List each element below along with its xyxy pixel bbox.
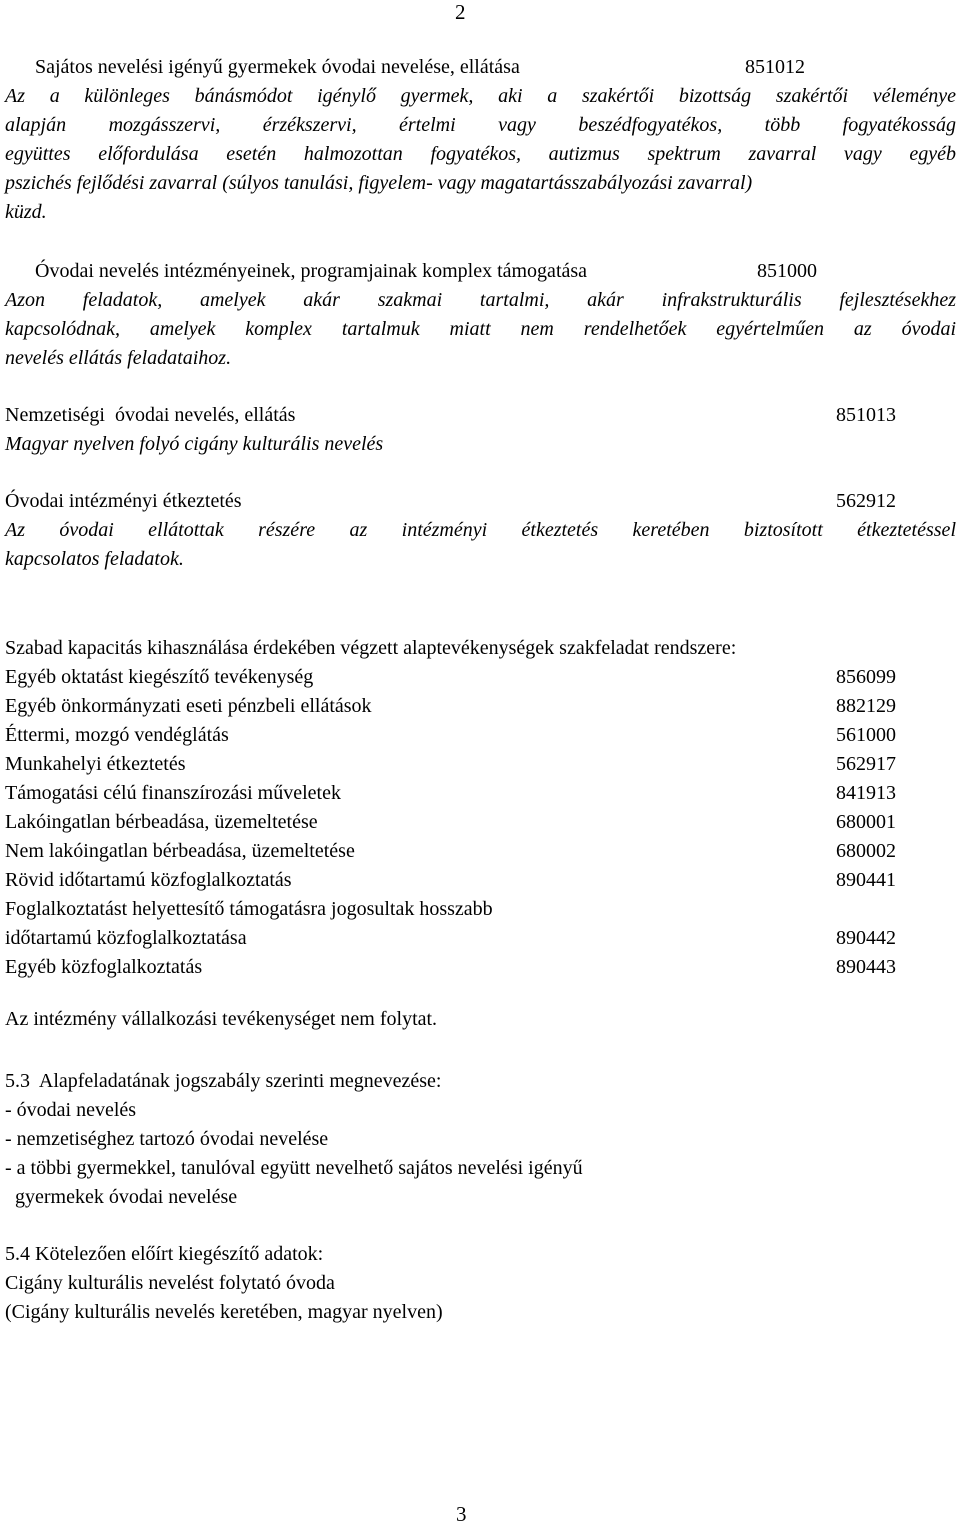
list-item: Nem lakóingatlan bérbeadása, üzemeltetése 680002	[5, 840, 896, 862]
section-sajatos	[5, 53, 956, 227]
list-item: - nemzetiséghez tartozó óvodai nevelése	[5, 1128, 329, 1150]
section-5-4	[5, 1240, 956, 1327]
desc-line: kapcsolatos feladatok.	[5, 548, 184, 570]
list-item: Éttermi, mozgó vendéglátás 561000	[5, 724, 896, 746]
list-item: Egyéb önkormányzati eseti pénzbeli ellátások 882129	[5, 695, 896, 717]
page-number-bottom: 3	[456, 1502, 467, 1526]
list-item: gyermekek óvodai nevelése	[5, 1186, 238, 1208]
section-code: 851012	[745, 56, 805, 78]
list-item: Egyéb oktatást kiegészítő tevékenység 856099	[5, 666, 896, 688]
section-5-3	[5, 1067, 956, 1212]
desc-line: alapján mozgásszervi, érzékszervi, értelmi vagy beszédfogyatékos, több fogyatékosság	[5, 114, 956, 136]
section-title-row	[5, 53, 956, 82]
list-item: Cigány kulturális nevelést folytató óvoda	[5, 1272, 335, 1294]
section-title: Óvodai nevelés intézményeinek, programjainak komplex támogatása	[35, 260, 588, 282]
section-code: 562912	[836, 490, 896, 512]
section-title-row	[5, 257, 956, 286]
section-code: 851013	[836, 404, 896, 426]
desc-line: küzd.	[5, 201, 47, 223]
desc-line: nevelés ellátás feladataihoz.	[5, 347, 232, 369]
list-item: Rövid időtartamú közfoglalkoztatás 890441	[5, 869, 896, 891]
list-item: időtartamú közfoglalkoztatása 890442	[5, 927, 896, 949]
szabad-kapacitas-section	[5, 634, 956, 1034]
desc-line: együttes előfordulása esetén halmozottan fogyatékos, autizmus spektrum zavarral vagy egyéb	[5, 143, 956, 165]
page-number-top: 2	[455, 0, 466, 24]
section-title: Sajátos nevelési igényű gyermekek óvodai nevelése, ellátása	[35, 56, 520, 78]
desc-line: Az óvodai ellátottak részére az intézményi étkeztetés keretében biztosított étkeztetéssel	[5, 519, 956, 541]
vallalkozasi-note: Az intézmény vállalkozási tevékenységet nem folytat.	[5, 1008, 438, 1030]
list-item: Támogatási célú finanszírozási műveletek 841913	[5, 782, 896, 804]
desc-line: kapcsolódnak, amelyek komplex tartalmuk miatt nem rendelhetőek egyértelműen az óvodai	[5, 318, 956, 340]
desc-line: pszichés fejlődési zavarral (súlyos tanulási, figyelem- vagy magatartásszabályozási zavarral)	[5, 172, 753, 194]
section-komplex	[5, 257, 956, 373]
list-item: Egyéb közfoglalkoztatás 890443	[5, 956, 896, 978]
list-item: Lakóingatlan bérbeadása, üzemeltetése 680001	[5, 811, 896, 833]
section-title-row	[5, 401, 956, 430]
section-etkeztetes	[5, 487, 956, 574]
list-item: - óvodai nevelés	[5, 1099, 137, 1121]
section-title: Nemzetiségi óvodai nevelés, ellátás	[5, 404, 296, 426]
section-nemzetisegi	[5, 401, 956, 459]
list-item: - a többi gyermekkel, tanulóval együtt nevelhető sajátos nevelési igényű	[5, 1157, 583, 1179]
szabad-heading: Szabad kapacitás kihasználása érdekében végzett alaptevékenységek szakfeladat rendszere:	[5, 637, 737, 659]
list-item: Munkahelyi étkeztetés 562917	[5, 753, 896, 775]
desc-line: Az a különleges bánásmódot igénylő gyermek, aki a szakértői bizottság szakértői véleménye	[5, 85, 956, 107]
section-code: 851000	[757, 260, 817, 282]
section-title: Óvodai intézményi étkeztetés	[5, 490, 242, 512]
section-title-row	[5, 487, 956, 516]
section-5-3-heading: 5.3 Alapfeladatának jogszabály szerinti megnevezése:	[5, 1070, 442, 1092]
list-item: (Cigány kulturális nevelés keretében, magyar nyelven)	[5, 1301, 443, 1323]
desc-line: Magyar nyelven folyó cigány kulturális nevelés	[5, 433, 384, 455]
desc-line: Azon feladatok, amelyek akár szakmai tartalmi, akár infrakstrukturális fejlesztésekhez	[5, 289, 956, 311]
section-5-4-heading: 5.4 Kötelezően előírt kiegészítő adatok:	[5, 1243, 324, 1265]
list-item: Foglalkoztatást helyettesítő támogatásra jogosultak hosszabb	[5, 898, 493, 920]
